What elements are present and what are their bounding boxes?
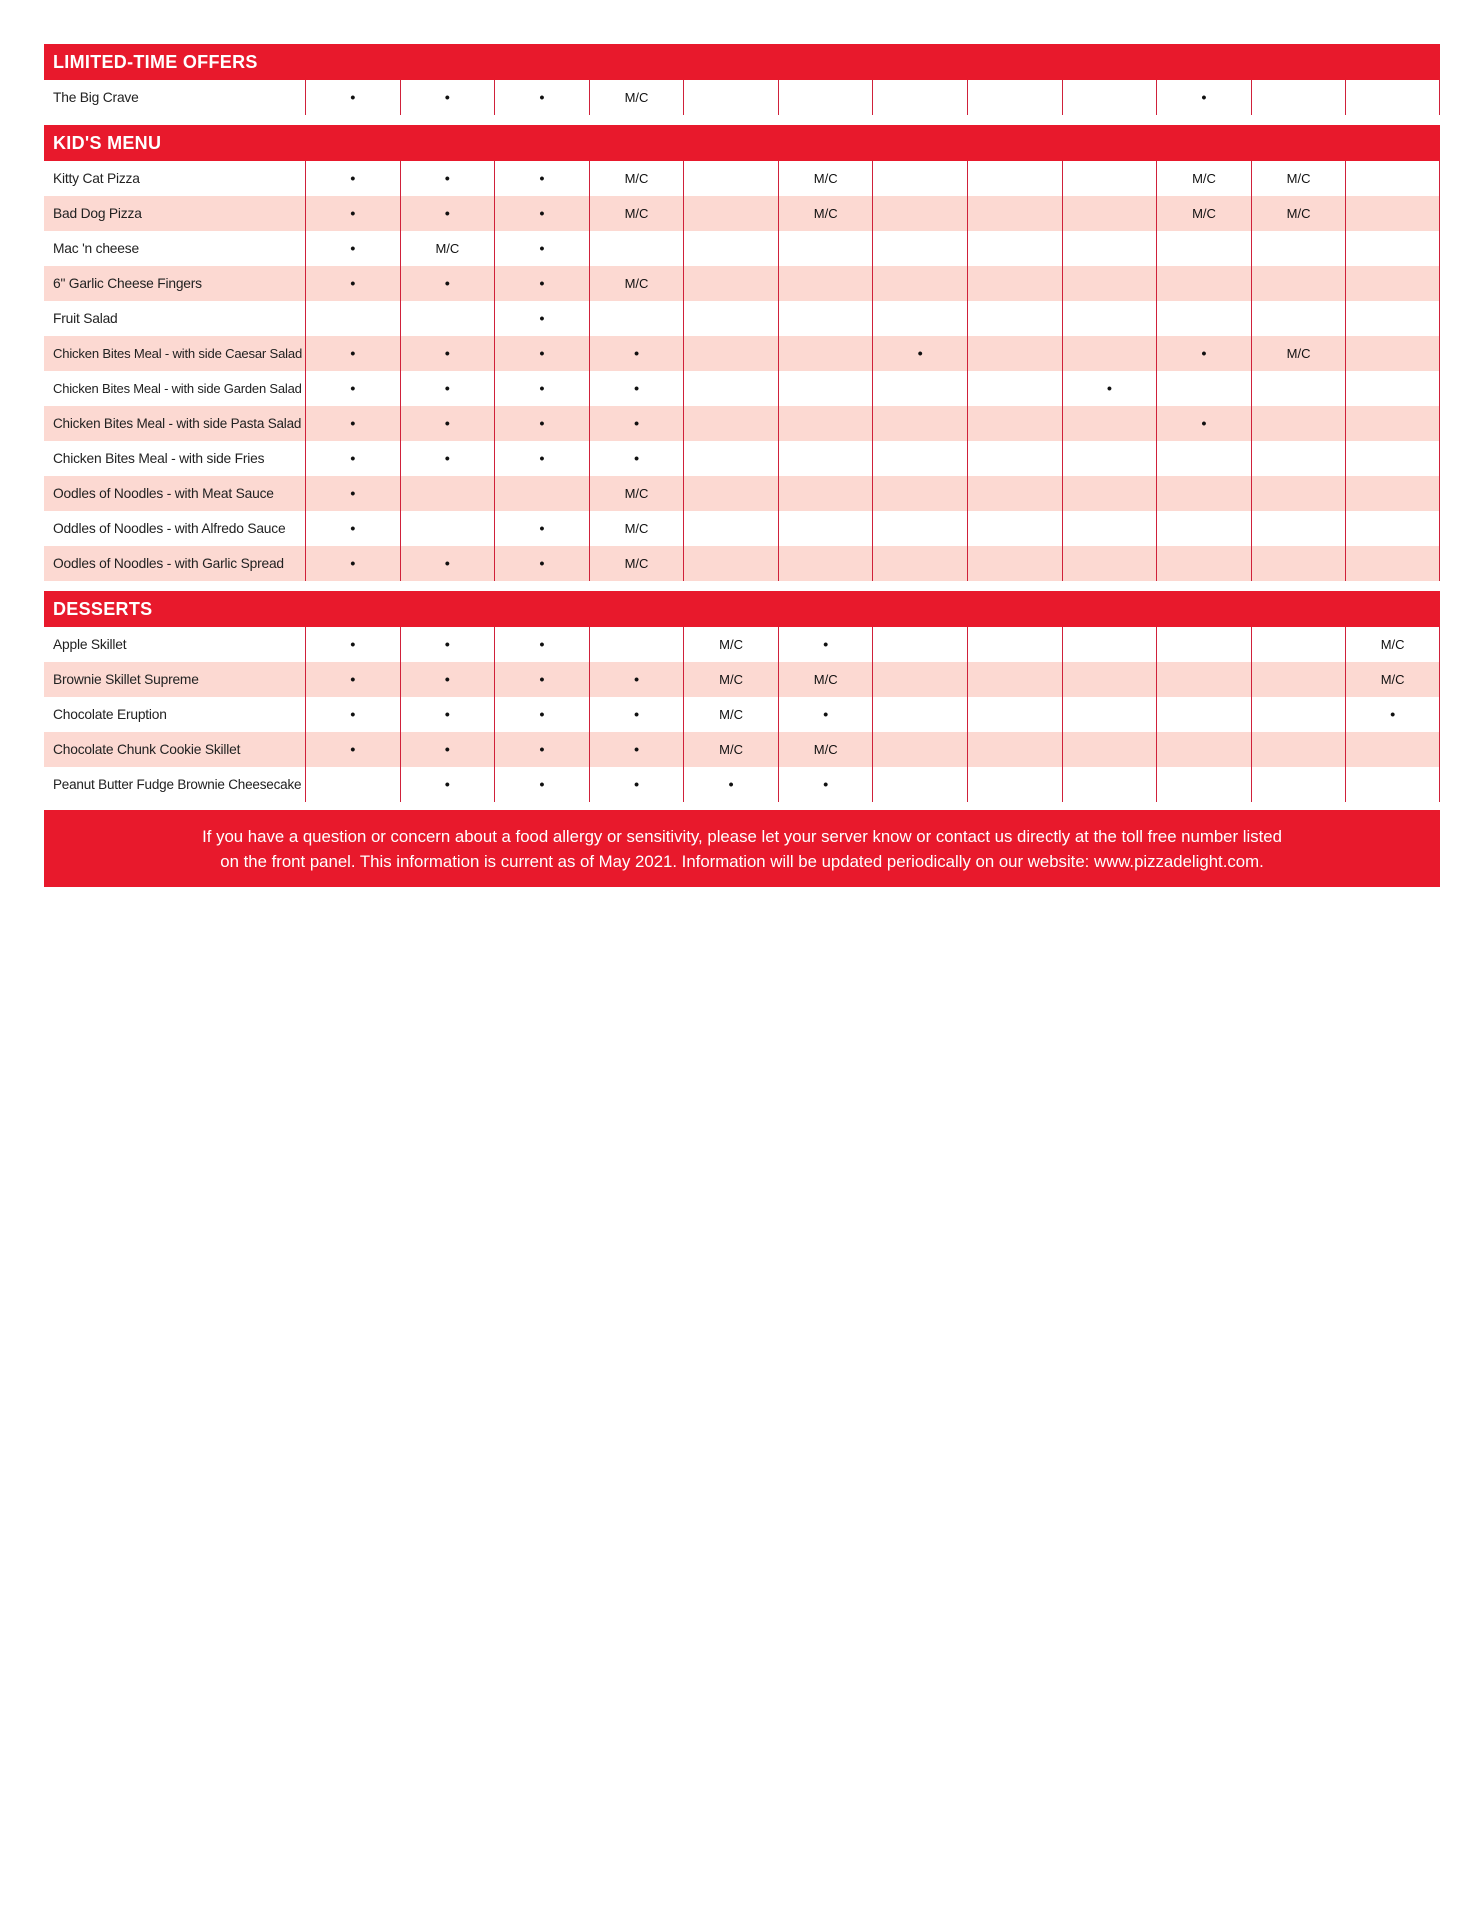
allergen-cell (872, 767, 967, 802)
allergen-cell (872, 301, 967, 336)
allergen-cell (1156, 662, 1251, 697)
allergen-cell: • (1062, 371, 1157, 406)
allergen-cell (1156, 767, 1251, 802)
allergen-cell (1062, 767, 1157, 802)
allergen-cell: M/C (778, 161, 873, 196)
menu-item-name: Chicken Bites Meal - with side Garden Salad (53, 381, 302, 396)
allergen-cell (967, 301, 1062, 336)
allergen-cell (305, 767, 400, 802)
allergen-cell (967, 662, 1062, 697)
menu-item-name: Apple Skillet (53, 637, 127, 652)
allergen-cell (1062, 406, 1157, 441)
allergen-cell (967, 732, 1062, 767)
allergen-cell: • (494, 161, 589, 196)
allergen-cell (1156, 627, 1251, 662)
allergen-cell (494, 476, 589, 511)
allergen-cell: • (589, 662, 684, 697)
allergen-cell (1251, 231, 1346, 266)
menu-item-row (44, 767, 1440, 802)
menu-item-row (44, 231, 1440, 266)
allergen-cell (1156, 697, 1251, 732)
allergen-cell: • (305, 406, 400, 441)
allergen-cell (967, 161, 1062, 196)
allergen-cell (683, 441, 778, 476)
allergen-cell (1156, 476, 1251, 511)
allergen-cell: • (872, 336, 967, 371)
allergen-cell: • (494, 301, 589, 336)
allergen-cell: M/C (778, 196, 873, 231)
allergen-cell (778, 231, 873, 266)
allergen-cell: M/C (589, 196, 684, 231)
allergen-cell (683, 161, 778, 196)
allergen-cell (1062, 161, 1157, 196)
menu-item-name: Mac 'n cheese (53, 241, 139, 256)
allergen-cell: M/C (683, 627, 778, 662)
allergen-cell (967, 511, 1062, 546)
menu-item-row (44, 441, 1440, 476)
allergen-cell: • (400, 697, 495, 732)
allergen-cell: • (494, 196, 589, 231)
allergen-cell (778, 301, 873, 336)
allergen-cell (778, 266, 873, 301)
allergen-cell: • (305, 196, 400, 231)
allergen-cell (872, 511, 967, 546)
allergen-cell (1345, 732, 1440, 767)
allergen-cell: • (305, 546, 400, 581)
allergen-cell (400, 301, 495, 336)
allergen-cell (1156, 371, 1251, 406)
footer-line-1: If you have a question or concern about a food allergy or sensitivity, please let your server know or contact us directly at the toll free number listed (202, 827, 1282, 846)
allergen-cell: • (494, 697, 589, 732)
allergen-cell (778, 371, 873, 406)
allergen-cell (967, 371, 1062, 406)
allergen-cell (967, 336, 1062, 371)
allergen-cell (1156, 546, 1251, 581)
allergen-cell (1345, 546, 1440, 581)
allergen-cell (872, 80, 967, 115)
allergen-cell (1251, 662, 1346, 697)
section-header: KID'S MENU (44, 125, 1440, 161)
allergen-cell (1156, 511, 1251, 546)
allergen-cell: • (494, 406, 589, 441)
allergen-cell: • (400, 441, 495, 476)
allergen-cell (683, 301, 778, 336)
allergen-cell: M/C (1251, 161, 1346, 196)
menu-item-name: Oodles of Noodles - with Meat Sauce (53, 486, 274, 501)
allergen-cell: • (494, 336, 589, 371)
allergen-cell: M/C (400, 231, 495, 266)
allergen-cell (1062, 546, 1157, 581)
allergen-cell (1062, 301, 1157, 336)
allergen-cell (1345, 441, 1440, 476)
menu-item-name: Chicken Bites Meal - with side Fries (53, 451, 265, 466)
allergen-cell: • (400, 767, 495, 802)
allergen-cell (400, 476, 495, 511)
menu-item-name: Fruit Salad (53, 311, 118, 326)
allergen-cell: • (305, 231, 400, 266)
allergen-cell (589, 301, 684, 336)
allergen-cell: • (1156, 336, 1251, 371)
allergen-cell: • (400, 406, 495, 441)
allergen-cell: • (305, 697, 400, 732)
allergen-cell (1345, 231, 1440, 266)
allergen-cell (1251, 406, 1346, 441)
allergen-cell (967, 476, 1062, 511)
allergen-cell (967, 406, 1062, 441)
allergen-cell (1062, 732, 1157, 767)
allergen-cell (1251, 697, 1346, 732)
allergen-cell (1062, 511, 1157, 546)
allergen-cell: • (589, 336, 684, 371)
allergen-cell: • (400, 732, 495, 767)
allergen-cell: • (494, 767, 589, 802)
allergen-cell: • (305, 336, 400, 371)
allergen-cell (778, 476, 873, 511)
allergen-cell: • (400, 627, 495, 662)
allergen-cell (967, 546, 1062, 581)
allergen-cell: • (494, 662, 589, 697)
allergen-cell: • (589, 767, 684, 802)
allergen-cell: • (778, 627, 873, 662)
allergen-cell (1062, 266, 1157, 301)
allergen-cell (967, 196, 1062, 231)
menu-item-name: Chicken Bites Meal - with side Pasta Salad (53, 416, 302, 431)
allergen-cell: • (494, 511, 589, 546)
allergen-cell: • (305, 732, 400, 767)
allergen-cell: • (305, 266, 400, 301)
allergen-cell (872, 732, 967, 767)
allergen-cell (1345, 511, 1440, 546)
allergen-cell (872, 476, 967, 511)
allergen-cell (683, 476, 778, 511)
allergen-cell (872, 161, 967, 196)
menu-item-row (44, 546, 1440, 581)
menu-item-name: Oodles of Noodles - with Garlic Spread (53, 556, 284, 571)
menu-item-row (44, 406, 1440, 441)
allergen-cell (683, 371, 778, 406)
allergen-cell: M/C (589, 546, 684, 581)
allergen-cell: M/C (589, 80, 684, 115)
allergen-cell (967, 697, 1062, 732)
allergen-cell: M/C (589, 476, 684, 511)
allergen-cell: • (589, 697, 684, 732)
allergen-cell (1251, 732, 1346, 767)
allergen-cell (1251, 546, 1346, 581)
allergen-cell: M/C (683, 697, 778, 732)
allergen-cell (1156, 441, 1251, 476)
allergen-cell (1062, 476, 1157, 511)
allergen-cell: • (494, 441, 589, 476)
allergen-cell: • (1345, 697, 1440, 732)
allergen-cell (1345, 196, 1440, 231)
allergen-sections (44, 44, 1440, 802)
menu-item-row (44, 371, 1440, 406)
allergen-cell: • (305, 511, 400, 546)
allergen-cell (683, 546, 778, 581)
allergen-cell (1062, 662, 1157, 697)
allergen-cell (1251, 511, 1346, 546)
allergen-cell (1251, 627, 1346, 662)
allergen-cell (967, 441, 1062, 476)
allergen-cell: M/C (589, 511, 684, 546)
allergen-cell: • (494, 546, 589, 581)
menu-item-name: Peanut Butter Fudge Brownie Cheesecake (53, 777, 302, 792)
allergen-cell (1062, 441, 1157, 476)
allergen-cell: • (778, 697, 873, 732)
section-header: LIMITED-TIME OFFERS (44, 44, 1440, 80)
allergen-cell (1062, 80, 1157, 115)
allergen-cell (1062, 231, 1157, 266)
allergen-cell (872, 697, 967, 732)
allergen-cell (778, 406, 873, 441)
menu-item-name: Bad Dog Pizza (53, 206, 142, 221)
menu-item-row (44, 336, 1440, 371)
allergen-cell (872, 406, 967, 441)
allergen-cell (778, 80, 873, 115)
allergen-cell: • (494, 732, 589, 767)
allergen-cell (683, 231, 778, 266)
allergen-cell (967, 266, 1062, 301)
allergen-cell (589, 627, 684, 662)
allergen-cell (778, 546, 873, 581)
allergen-cell: M/C (778, 662, 873, 697)
allergen-cell (1062, 196, 1157, 231)
allergen-cell: M/C (1345, 662, 1440, 697)
menu-item-name: Chocolate Eruption (53, 707, 167, 722)
allergen-cell (1062, 697, 1157, 732)
allergen-cell (1345, 80, 1440, 115)
allergen-cell (1251, 301, 1346, 336)
allergen-cell (872, 371, 967, 406)
allergen-cell (872, 627, 967, 662)
allergen-cell: • (494, 266, 589, 301)
allergen-cell: • (1156, 80, 1251, 115)
allergen-cell (683, 80, 778, 115)
allergen-cell: • (400, 546, 495, 581)
allergen-cell (872, 266, 967, 301)
menu-item-name: Brownie Skillet Supreme (53, 672, 199, 687)
menu-item-row (44, 697, 1440, 732)
menu-item-row (44, 627, 1440, 662)
allergen-cell (872, 441, 967, 476)
allergen-cell: • (305, 161, 400, 196)
allergen-cell (967, 80, 1062, 115)
menu-item-name: The Big Crave (53, 90, 139, 105)
allergen-cell (1156, 301, 1251, 336)
menu-item-row (44, 266, 1440, 301)
menu-item-name: 6" Garlic Cheese Fingers (53, 276, 202, 291)
allergen-cell: • (305, 662, 400, 697)
allergen-cell (1345, 301, 1440, 336)
allergen-cell (683, 196, 778, 231)
allergen-cell (1345, 476, 1440, 511)
allergen-cell: M/C (589, 266, 684, 301)
allergen-cell (778, 441, 873, 476)
allergen-cell (967, 627, 1062, 662)
allergen-cell: M/C (1345, 627, 1440, 662)
allergen-cell: • (589, 732, 684, 767)
allergen-cell (683, 406, 778, 441)
menu-item-row (44, 161, 1440, 196)
allergen-cell (305, 301, 400, 336)
allergen-cell: M/C (778, 732, 873, 767)
allergen-cell: • (494, 80, 589, 115)
allergen-cell: • (305, 371, 400, 406)
menu-item-name: Chicken Bites Meal - with side Caesar Salad (53, 346, 303, 361)
allergen-cell (1345, 767, 1440, 802)
allergen-cell: M/C (683, 732, 778, 767)
menu-item-row (44, 196, 1440, 231)
allergen-cell (400, 511, 495, 546)
allergen-cell (1251, 371, 1346, 406)
allergen-cell: • (400, 266, 495, 301)
menu-item-row (44, 732, 1440, 767)
footer-line-2: on the front panel. This information is current as of May 2021. Information will be updated periodically on our website: www.pizzadelight.com. (220, 852, 1264, 871)
section-header: DESSERTS (44, 591, 1440, 627)
allergen-cell (683, 511, 778, 546)
menu-item-row (44, 301, 1440, 336)
allergen-cell (1345, 371, 1440, 406)
allergen-cell: • (589, 441, 684, 476)
menu-item-name: Oddles of Noodles - with Alfredo Sauce (53, 521, 286, 536)
menu-item-name: Kitty Cat Pizza (53, 171, 140, 186)
allergen-cell (1251, 441, 1346, 476)
menu-item-row (44, 476, 1440, 511)
allergen-cell (872, 546, 967, 581)
allergen-cell (683, 336, 778, 371)
allergen-cell: M/C (589, 161, 684, 196)
allergen-cell (1251, 476, 1346, 511)
allergen-cell (1251, 767, 1346, 802)
allergen-cell (1156, 732, 1251, 767)
menu-item-row (44, 662, 1440, 697)
menu-item-row (44, 511, 1440, 546)
allergen-cell (1156, 266, 1251, 301)
allergen-cell (872, 231, 967, 266)
menu-item-name: Chocolate Chunk Cookie Skillet (53, 742, 241, 757)
allergen-cell: • (589, 371, 684, 406)
allergen-cell (1345, 266, 1440, 301)
allergen-cell: • (400, 662, 495, 697)
allergen-cell (1251, 266, 1346, 301)
allergen-cell (967, 231, 1062, 266)
allergen-cell: • (589, 406, 684, 441)
allergen-cell: • (400, 196, 495, 231)
allergen-cell: • (305, 441, 400, 476)
menu-item-row (44, 80, 1440, 115)
allergen-cell: M/C (1156, 196, 1251, 231)
allergen-cell: • (494, 371, 589, 406)
allergen-cell (1345, 336, 1440, 371)
allergen-cell: M/C (683, 662, 778, 697)
allergen-cell (872, 662, 967, 697)
allergen-cell: • (305, 476, 400, 511)
allergen-chart (44, 44, 1440, 887)
allergen-cell: • (400, 371, 495, 406)
allergen-cell (683, 266, 778, 301)
allergen-cell (872, 196, 967, 231)
allergen-cell (1345, 161, 1440, 196)
allergen-cell (1156, 231, 1251, 266)
allergen-cell (1251, 80, 1346, 115)
allergen-cell: M/C (1251, 196, 1346, 231)
allergy-footer-note (44, 810, 1440, 887)
allergen-cell: • (305, 627, 400, 662)
allergen-cell (778, 511, 873, 546)
allergen-cell: • (494, 627, 589, 662)
allergen-cell (589, 231, 684, 266)
allergen-cell (1062, 627, 1157, 662)
allergen-cell (967, 767, 1062, 802)
allergen-cell: M/C (1251, 336, 1346, 371)
allergen-cell: • (400, 80, 495, 115)
allergen-cell: • (494, 231, 589, 266)
allergen-cell: • (305, 80, 400, 115)
allergen-cell: • (778, 767, 873, 802)
allergen-cell: • (1156, 406, 1251, 441)
allergen-cell: • (400, 336, 495, 371)
allergen-cell (1345, 406, 1440, 441)
allergen-cell: • (400, 161, 495, 196)
allergen-cell: M/C (1156, 161, 1251, 196)
allergen-cell (1062, 336, 1157, 371)
allergen-cell: • (683, 767, 778, 802)
allergen-cell (778, 336, 873, 371)
